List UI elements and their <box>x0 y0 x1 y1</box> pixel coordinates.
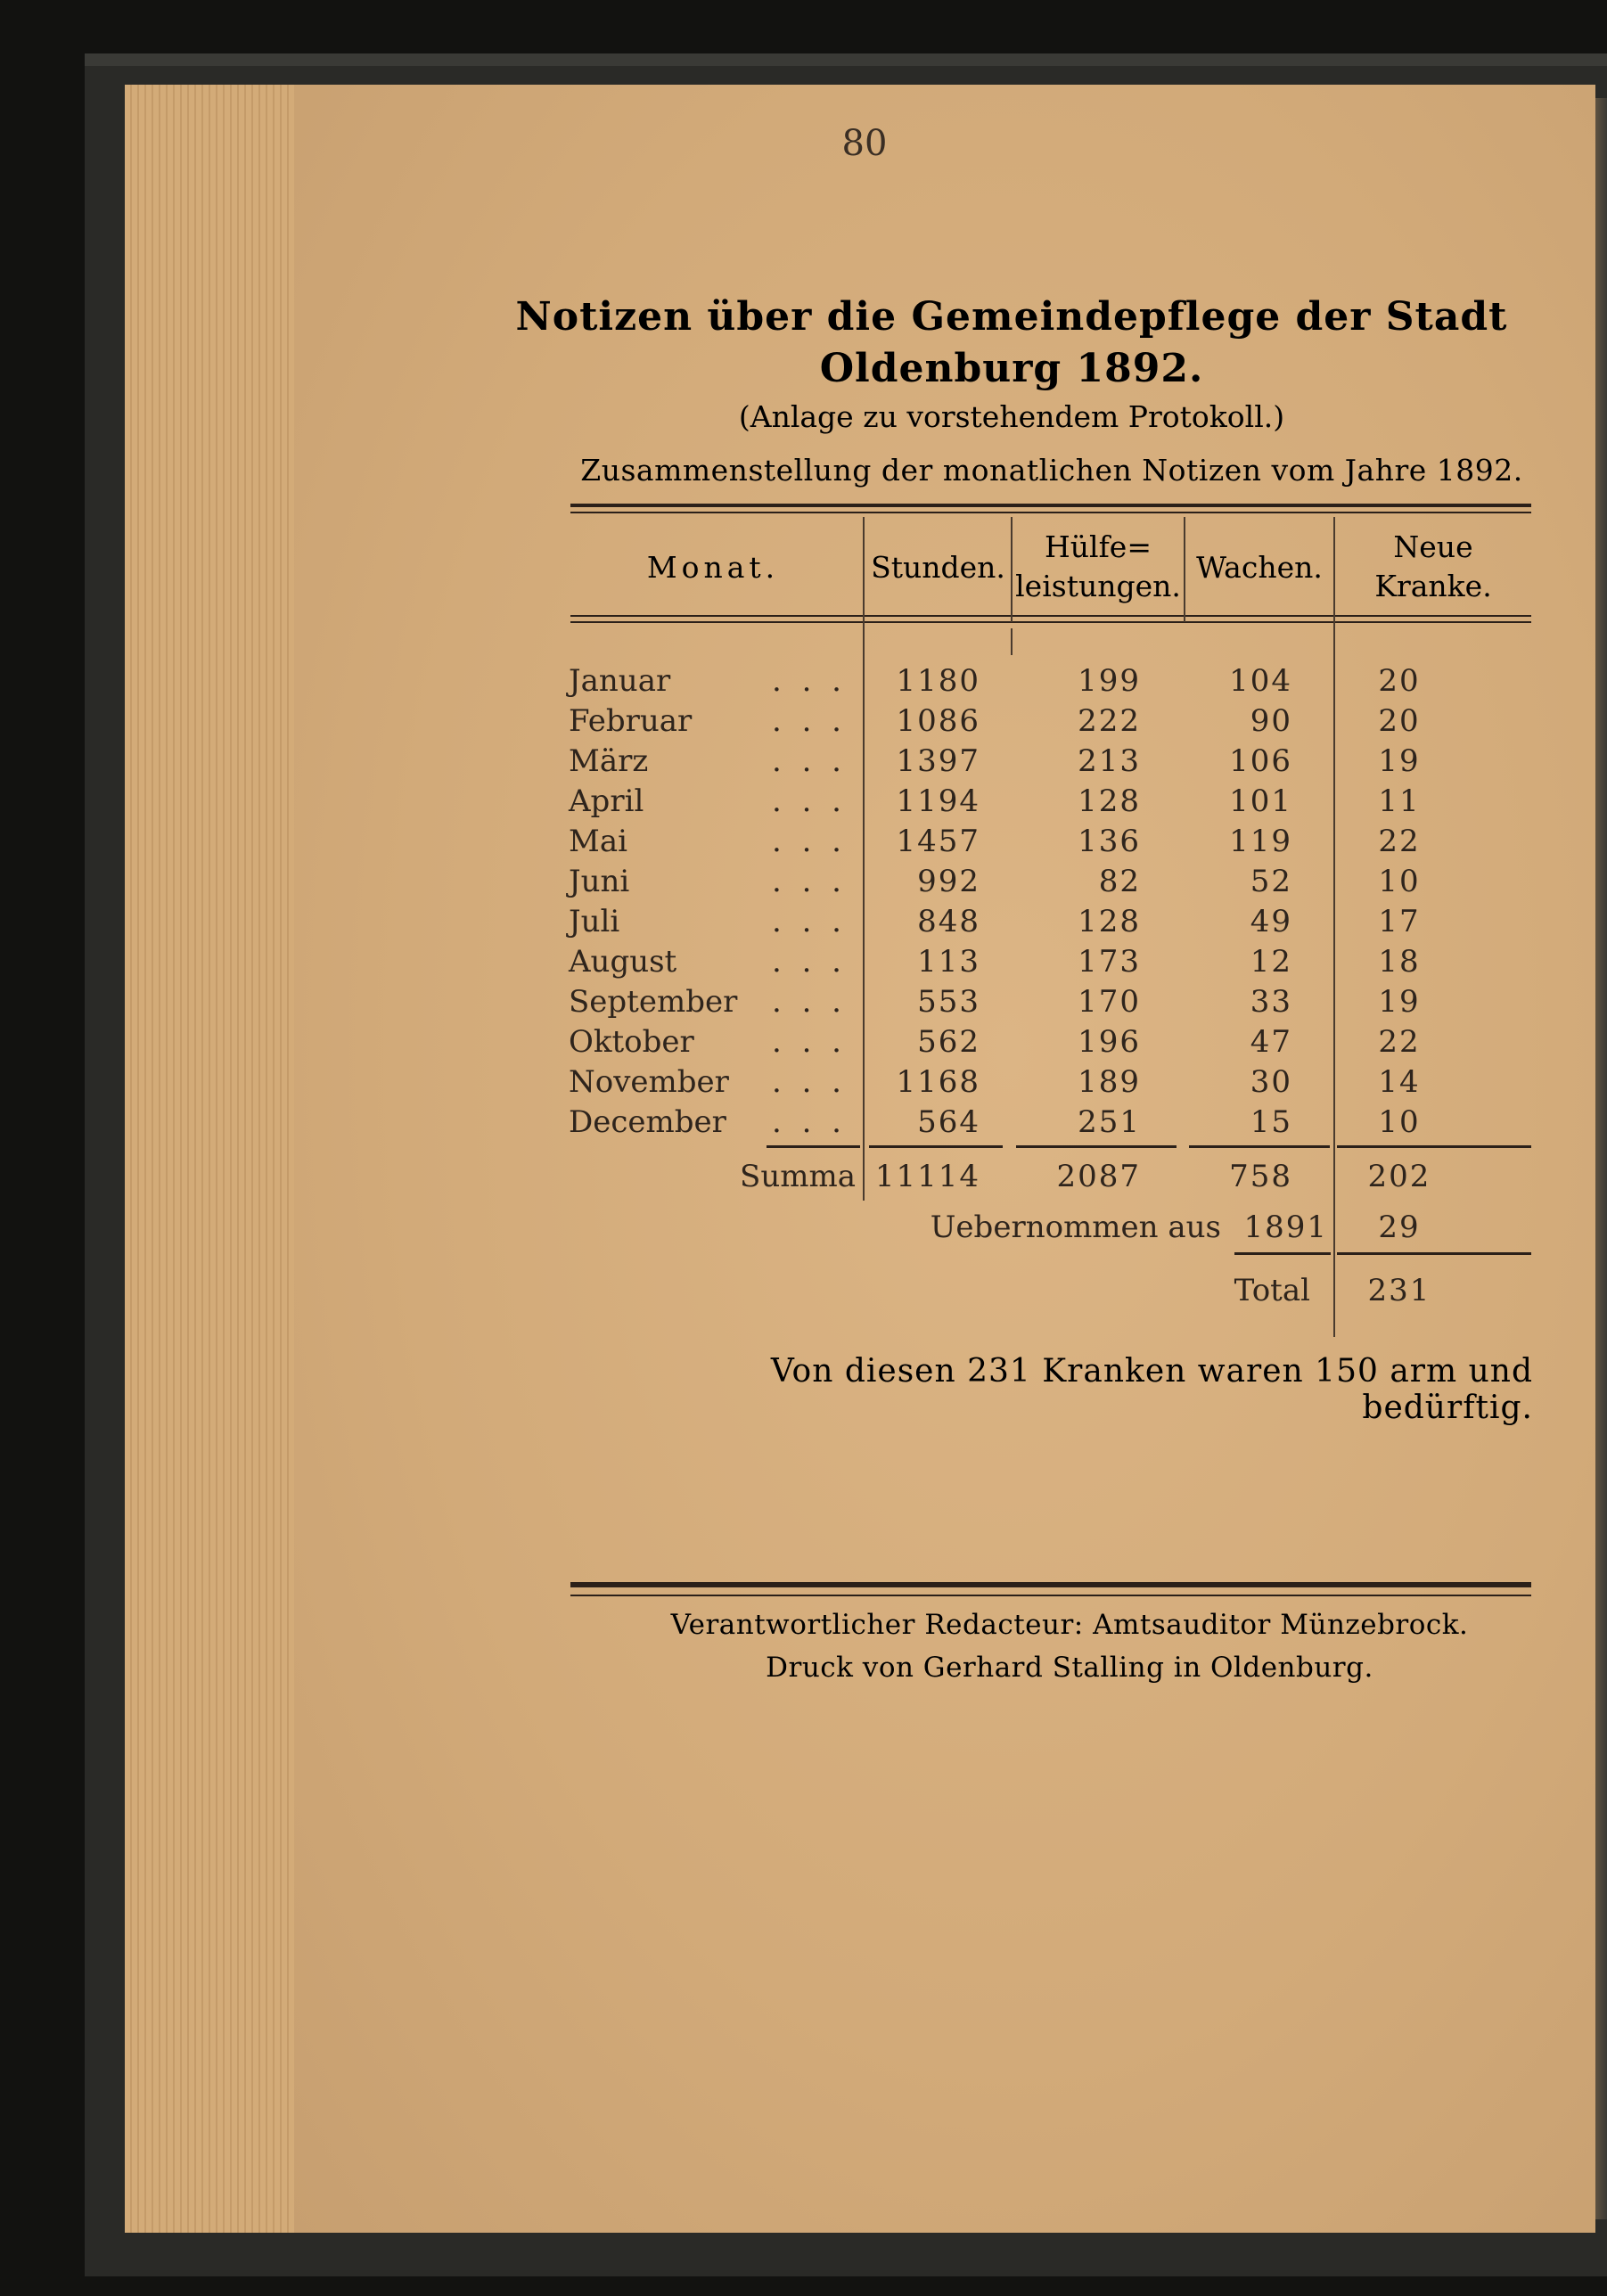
month-label: September <box>569 984 738 1020</box>
table-caption: Zusammenstellung der monatlichen Notizen vom Jahre 1892. <box>580 453 1523 488</box>
leader-dots: . . . <box>771 1104 847 1140</box>
huelfe-value: 196 <box>1078 1024 1141 1060</box>
huelfe-value: 128 <box>1078 783 1141 819</box>
total-label: Total <box>1234 1273 1310 1308</box>
stunden-value: 564 <box>917 1104 980 1140</box>
header-bottom-rule-thin <box>570 621 1531 623</box>
kranke-value: 19 <box>1378 984 1421 1020</box>
header-kranke-line1: Neue <box>1393 529 1473 564</box>
leader-dots: . . . <box>771 783 847 819</box>
kranke-value: 22 <box>1378 824 1421 859</box>
summa-wachen: 758 <box>1229 1159 1292 1194</box>
month-label: December <box>569 1104 726 1140</box>
page-edges <box>125 85 312 2233</box>
sum-rule-huelfe <box>1016 1145 1177 1148</box>
column-divider <box>1011 628 1013 655</box>
month-label: November <box>569 1064 729 1100</box>
table-top-rule <box>570 504 1531 507</box>
leader-dots: . . . <box>771 663 847 699</box>
month-label: Januar <box>569 663 671 699</box>
total-rule-kranke <box>1337 1252 1531 1255</box>
page-subtitle: (Anlage zu vorstehendem Protokoll.) <box>738 399 1285 434</box>
wachen-value: 12 <box>1250 944 1292 980</box>
summa-kranke: 202 <box>1367 1159 1431 1194</box>
wachen-value: 15 <box>1250 1104 1292 1140</box>
wachen-value: 52 <box>1250 864 1292 899</box>
huelfe-value: 136 <box>1078 824 1141 859</box>
kranke-value: 10 <box>1378 1104 1421 1140</box>
summa-huelfe: 2087 <box>1056 1159 1141 1194</box>
wachen-value: 49 <box>1250 904 1292 939</box>
leader-dots: . . . <box>771 824 847 859</box>
wachen-value: 30 <box>1250 1064 1292 1100</box>
leader-dots: . . . <box>771 1024 847 1060</box>
header-wachen: Wachen. <box>1196 550 1323 585</box>
month-label: Februar <box>569 703 693 739</box>
wachen-value: 33 <box>1250 984 1292 1020</box>
sum-rule-stunden <box>869 1145 1003 1148</box>
kranke-value: 20 <box>1378 663 1421 699</box>
summa-stunden: 11114 <box>874 1159 980 1194</box>
wachen-value: 119 <box>1229 824 1292 859</box>
kranke-value: 11 <box>1378 783 1421 819</box>
month-label: August <box>569 944 677 980</box>
month-label: Juli <box>569 904 620 939</box>
leader-dots: . . . <box>771 703 847 739</box>
kranke-value: 10 <box>1378 864 1421 899</box>
header-huelfe-line2: leistungen. <box>1015 569 1181 603</box>
leader-dots: . . . <box>771 904 847 939</box>
kranke-value: 20 <box>1378 703 1421 739</box>
huelfe-value: 82 <box>1098 864 1141 899</box>
stunden-value: 992 <box>917 864 980 899</box>
leader-dots: . . . <box>771 1064 847 1100</box>
month-label: April <box>569 783 644 819</box>
wachen-value: 90 <box>1250 703 1292 739</box>
stunden-value: 1397 <box>896 743 980 779</box>
stunden-value: 1168 <box>896 1064 980 1100</box>
sum-rule-kranke <box>1337 1145 1531 1148</box>
leader-dots: . . . <box>771 743 847 779</box>
wachen-value: 104 <box>1229 663 1292 699</box>
footer-rule-thick <box>570 1582 1531 1587</box>
kranke-value: 22 <box>1378 1024 1421 1060</box>
header-bottom-rule <box>570 615 1531 617</box>
wachen-value: 106 <box>1229 743 1292 779</box>
page-number: 80 <box>841 123 888 164</box>
wachen-value: 101 <box>1229 783 1292 819</box>
conclusion-text: Von diesen 231 Kranken waren 150 arm und bedürftig. <box>770 1353 1533 1426</box>
kranke-value: 18 <box>1378 944 1421 980</box>
leader-dots: . . . <box>771 944 847 980</box>
kranke-value: 14 <box>1378 1064 1421 1100</box>
header-kranke-line2: Kranke. <box>1374 569 1492 603</box>
stunden-value: 1086 <box>896 703 980 739</box>
huelfe-value: 222 <box>1078 703 1141 739</box>
footer-rule-thin <box>570 1595 1531 1596</box>
huelfe-value: 189 <box>1078 1064 1141 1100</box>
header-huelfe-line1: Hülfe= <box>1045 529 1152 564</box>
header-stunden: Stunden. <box>871 550 1005 585</box>
page-title-line2: Oldenburg 1892. <box>819 346 1204 391</box>
stunden-value: 848 <box>917 904 980 939</box>
footer-printer: Druck von Gerhard Stalling in Oldenburg. <box>766 1652 1373 1684</box>
leader-dots: . . . <box>771 984 847 1020</box>
total-rule-year <box>1234 1252 1331 1255</box>
sum-rule-wachen <box>1189 1145 1330 1148</box>
column-divider <box>1333 517 1335 1337</box>
page-title-line1: Notizen über die Gemeindepflege der Stadt <box>515 294 1508 340</box>
footer-editor: Verantwortlicher Redacteur: Amtsauditor Münzebrock. <box>670 1609 1469 1641</box>
stunden-value: 1180 <box>896 663 980 699</box>
uebernommen-kranke: 29 <box>1378 1210 1421 1245</box>
month-label: Juni <box>569 864 630 899</box>
stunden-value: 553 <box>917 984 980 1020</box>
summa-label: Summa <box>740 1159 856 1194</box>
header-monat: Monat. <box>646 550 780 585</box>
stunden-value: 113 <box>917 944 980 980</box>
huelfe-value: 213 <box>1078 743 1141 779</box>
uebernommen-year: 1891 <box>1243 1210 1328 1245</box>
month-label: März <box>569 743 649 779</box>
stunden-value: 1194 <box>896 783 980 819</box>
month-label: Oktober <box>569 1024 694 1060</box>
column-divider <box>863 517 865 1201</box>
sum-rule-monat <box>767 1145 860 1148</box>
kranke-value: 17 <box>1378 904 1421 939</box>
huelfe-value: 170 <box>1078 984 1141 1020</box>
kranke-value: 19 <box>1378 743 1421 779</box>
table-top-rule-thin <box>570 512 1531 513</box>
wachen-value: 47 <box>1250 1024 1292 1060</box>
month-label: Mai <box>569 824 627 859</box>
stunden-value: 562 <box>917 1024 980 1060</box>
huelfe-value: 128 <box>1078 904 1141 939</box>
huelfe-value: 173 <box>1078 944 1141 980</box>
uebernommen-label: Uebernommen aus <box>930 1210 1221 1245</box>
total-kranke: 231 <box>1367 1273 1431 1308</box>
huelfe-value: 199 <box>1078 663 1141 699</box>
leader-dots: . . . <box>771 864 847 899</box>
huelfe-value: 251 <box>1078 1104 1141 1140</box>
stunden-value: 1457 <box>896 824 980 859</box>
